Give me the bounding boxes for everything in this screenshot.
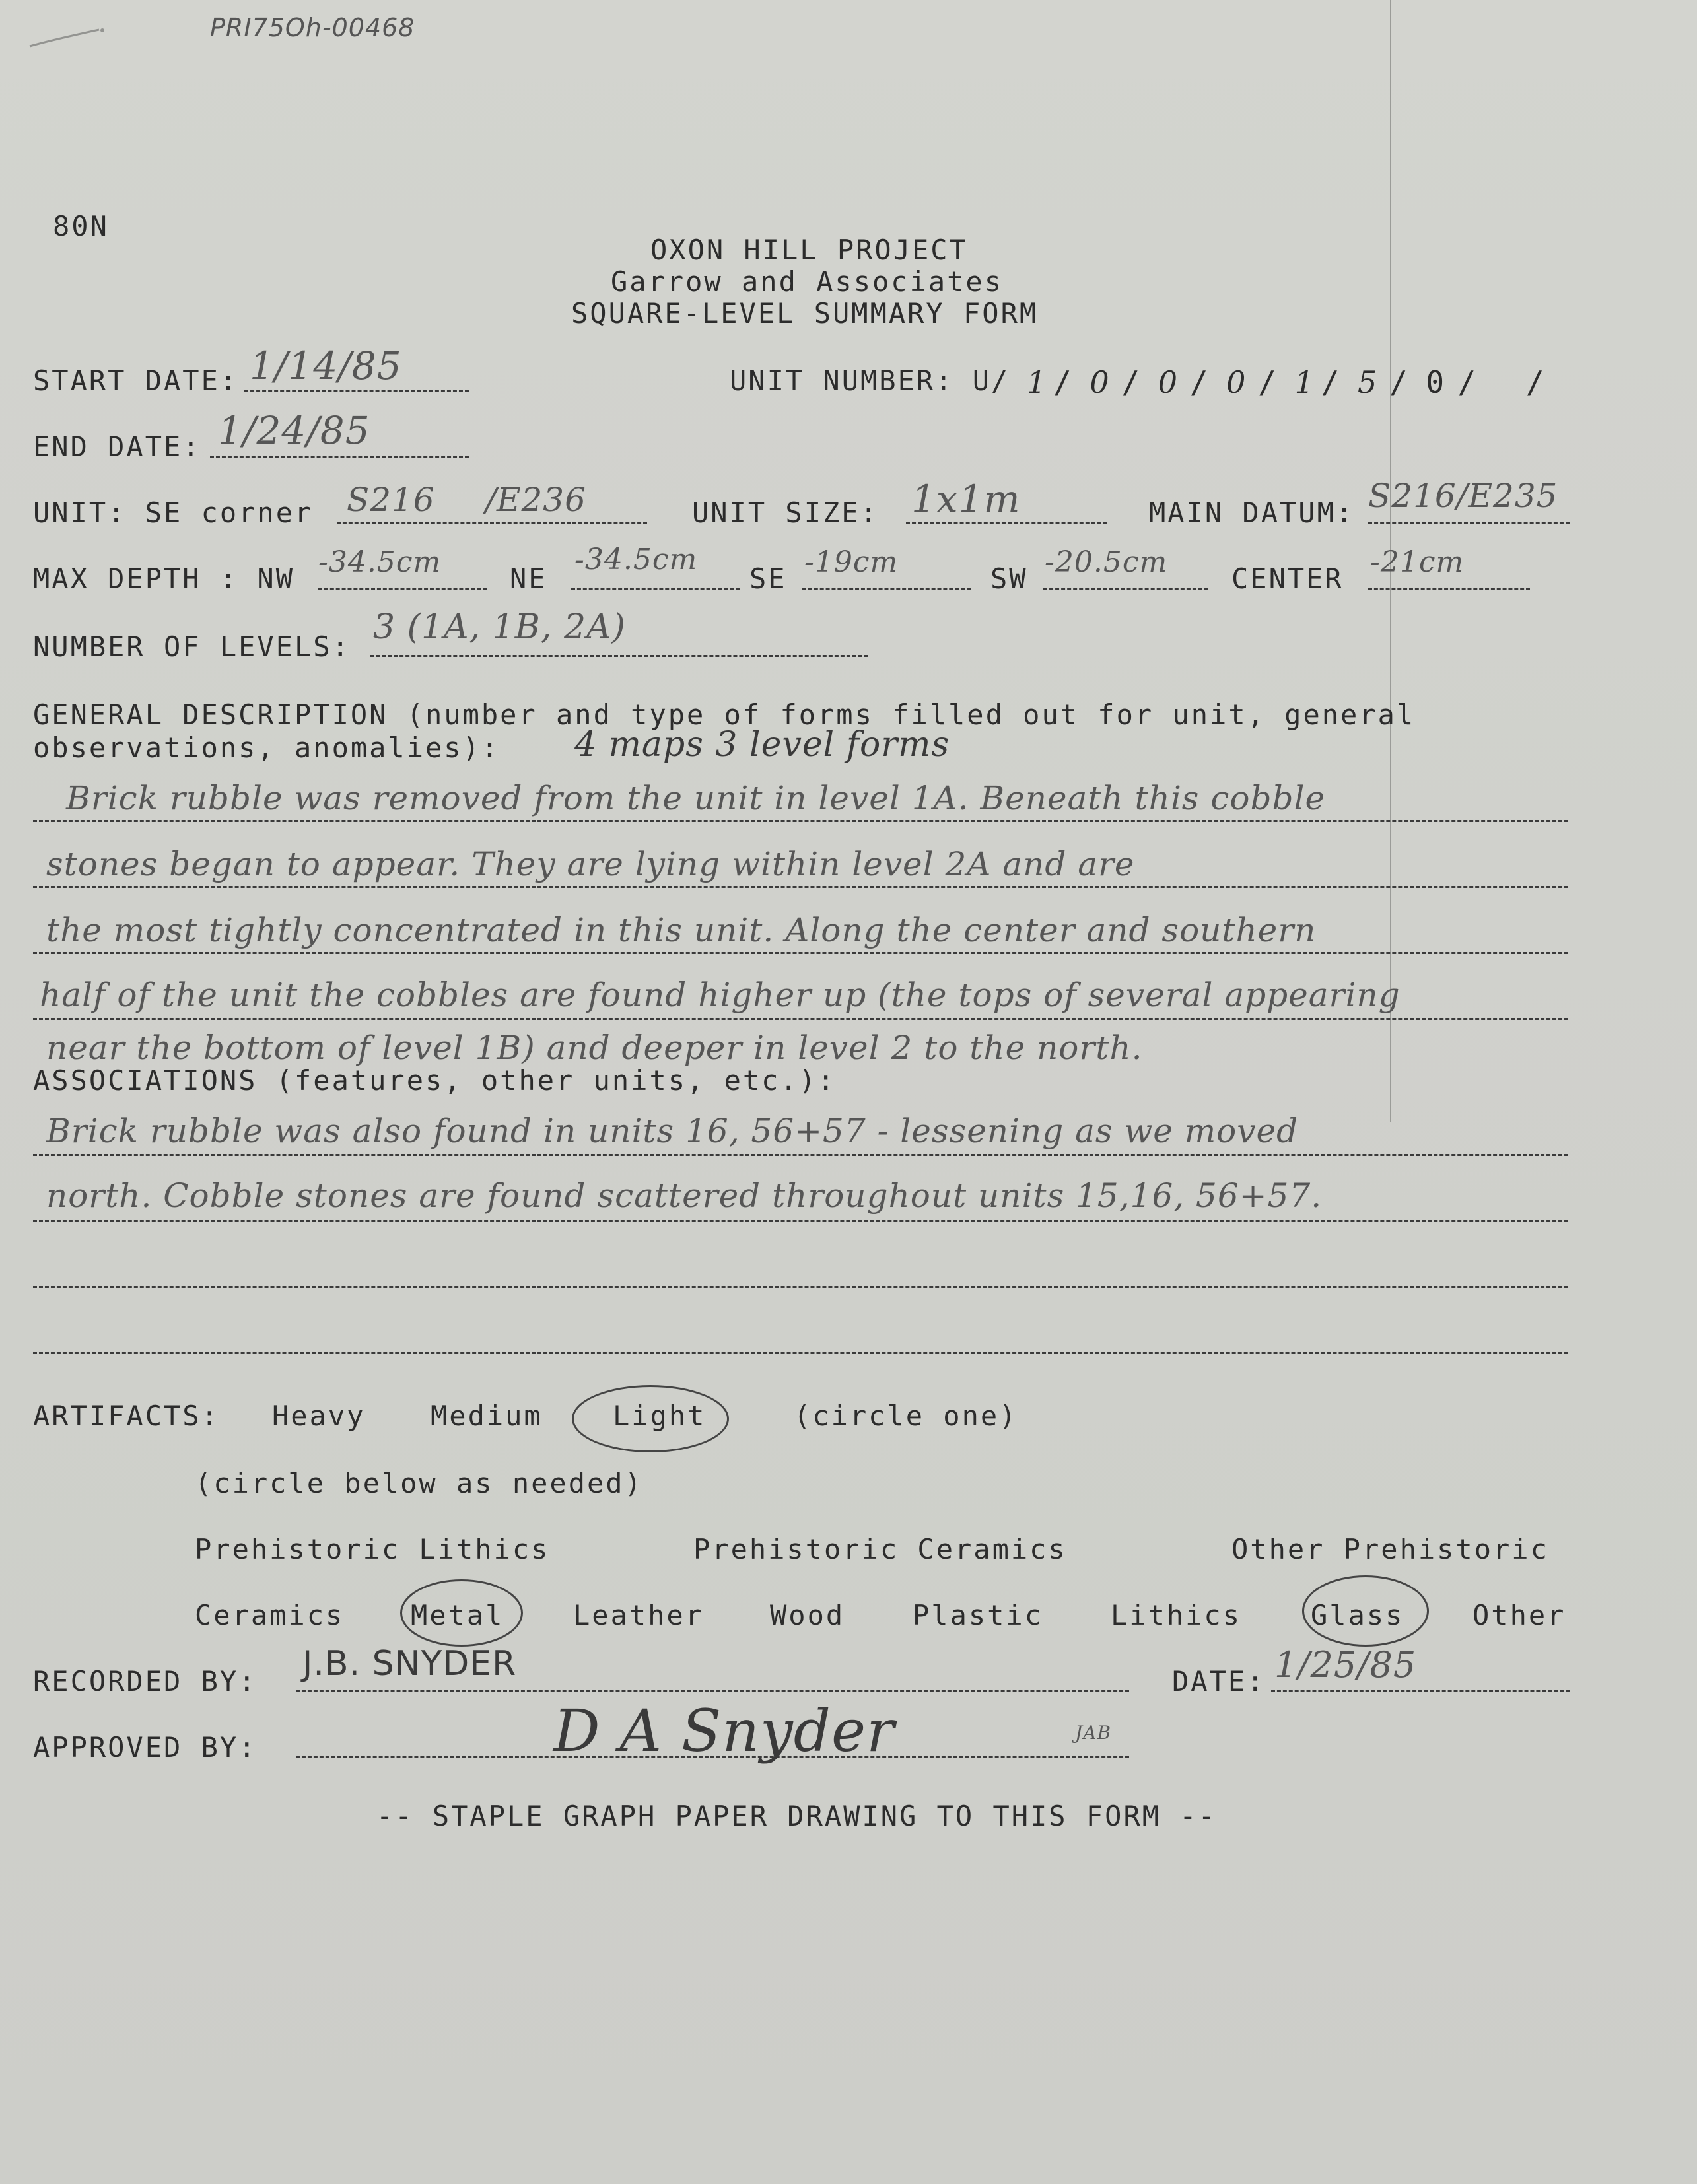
- glass-circle-mark: [1302, 1575, 1429, 1647]
- corner-code: 80N: [53, 210, 109, 242]
- artifact-plastic[interactable]: Plastic: [913, 1599, 1044, 1631]
- firm-name: Garrow and Associates: [611, 265, 1004, 298]
- recorded-by-value[interactable]: J.B. SNYDER: [302, 1644, 517, 1684]
- levels-blank: [370, 655, 868, 657]
- start-date-blank: [244, 390, 469, 392]
- end-date-value[interactable]: 1/24/85: [218, 408, 370, 453]
- project-title: OXON HILL PROJECT: [650, 234, 968, 266]
- artifact-heavy[interactable]: Heavy: [272, 1400, 366, 1432]
- unit-corner-s[interactable]: S216: [347, 481, 435, 519]
- ne-label: NE: [510, 563, 547, 595]
- unit-number-label: UNIT NUMBER: U/: [730, 364, 1010, 397]
- recorded-by-label: RECORDED BY:: [33, 1665, 258, 1697]
- metal-circle-mark: [400, 1579, 523, 1647]
- unit-label: UNIT: SE corner: [33, 496, 314, 529]
- staple-note: -- STAPLE GRAPH PAPER DRAWING TO THIS FORM --: [376, 1800, 1217, 1832]
- max-depth-label: MAX DEPTH : NW: [33, 563, 295, 595]
- nw-value[interactable]: -34.5cm: [318, 545, 442, 579]
- assoc-text-2[interactable]: north. Cobble stones are found scattered throughout units 15,16, 56+57.: [46, 1177, 1323, 1215]
- center-label: CENTER: [1231, 563, 1344, 595]
- unit-size-value[interactable]: 1x1m: [911, 477, 1021, 522]
- unit-size-blank: [906, 522, 1107, 524]
- artifact-ceramics[interactable]: Ceramics: [195, 1599, 345, 1631]
- general-text-1[interactable]: Brick rubble was removed from the unit in level 1A. Beneath this cobble: [66, 779, 1326, 817]
- se-value[interactable]: -19cm: [804, 545, 899, 579]
- unit-digit-4[interactable]: 0: [1226, 364, 1246, 400]
- general-label-line2: observations, anomalies):: [33, 732, 501, 764]
- circle-one-note: (circle one): [794, 1400, 1018, 1432]
- date-blank: [1271, 1690, 1570, 1692]
- general-line-2: [33, 886, 1568, 888]
- general-text-3[interactable]: the most tightly concentrated in this unit. Along the center and southern: [46, 911, 1317, 949]
- light-circle-mark: [572, 1385, 729, 1452]
- date-value[interactable]: 1/25/85: [1274, 1644, 1417, 1686]
- assoc-line-1: [33, 1154, 1568, 1156]
- main-datum-value[interactable]: S216/E235: [1368, 477, 1558, 515]
- general-line-1: [33, 820, 1568, 822]
- ne-blank: [571, 588, 740, 590]
- approval-initials: JAB: [1075, 1722, 1112, 1744]
- artifact-glass[interactable]: Glass: [1311, 1599, 1404, 1631]
- associations-label: ASSOCIATIONS (features, other units, etc.):: [33, 1064, 837, 1097]
- artifact-wood[interactable]: Wood: [770, 1599, 845, 1631]
- artifact-medium[interactable]: Medium: [431, 1400, 543, 1432]
- general-text-2[interactable]: stones began to appear. They are lying within level 2A and are: [46, 845, 1135, 883]
- other-prehistoric[interactable]: Other Prehistoric: [1231, 1533, 1549, 1565]
- assoc-line-4: [33, 1352, 1568, 1354]
- unit-size-label: UNIT SIZE:: [692, 496, 879, 529]
- general-text-4[interactable]: half of the unit the cobbles are found higher up (the tops of several appearing: [40, 976, 1401, 1014]
- nw-blank: [318, 588, 487, 590]
- center-value[interactable]: -21cm: [1370, 545, 1465, 579]
- circle-below-note: (circle below as needed): [195, 1467, 643, 1499]
- se-blank: [802, 588, 971, 590]
- approved-by-label: APPROVED BY:: [33, 1731, 258, 1763]
- unit-corner-e[interactable]: E236: [497, 481, 586, 519]
- date-label: DATE:: [1172, 1665, 1266, 1697]
- artifacts-label: ARTIFACTS:: [33, 1400, 220, 1432]
- general-line-4: [33, 1018, 1568, 1020]
- general-text-5[interactable]: near the bottom of level 1B) and deeper in level 2 to the north.: [46, 1029, 1143, 1067]
- ne-value[interactable]: -34.5cm: [574, 543, 698, 576]
- sw-blank: [1043, 588, 1208, 590]
- start-date-label: START DATE:: [33, 364, 239, 397]
- assoc-text-1[interactable]: Brick rubble was also found in units 16, 56+57 - lessening as we moved: [46, 1112, 1299, 1150]
- levels-value[interactable]: 3 (1A, 1B, 2A): [373, 607, 626, 647]
- prehistoric-ceramics[interactable]: Prehistoric Ceramics: [693, 1533, 1067, 1565]
- main-datum-blank: [1368, 522, 1570, 524]
- start-date-value[interactable]: 1/14/85: [250, 343, 402, 388]
- unit-number-slashes: 1 / 0 / 0 / 0 / 1 / 5 / 0 / /: [1027, 364, 1563, 400]
- sw-label: SW: [990, 563, 1028, 595]
- smudge-mark: [26, 26, 106, 66]
- assoc-line-3: [33, 1286, 1568, 1288]
- center-blank: [1368, 588, 1530, 590]
- recorded-by-blank: [296, 1690, 1129, 1692]
- assoc-line-2: [33, 1220, 1568, 1222]
- unit-digit-5[interactable]: 1: [1294, 364, 1314, 400]
- artifact-lithics[interactable]: Lithics: [1111, 1599, 1242, 1631]
- levels-label: NUMBER OF LEVELS:: [33, 631, 351, 663]
- document-id: PRI75Oh-00468: [210, 13, 415, 42]
- unit-corner-slash: /: [485, 481, 497, 519]
- main-datum-label: MAIN DATUM:: [1149, 496, 1355, 529]
- artifact-metal[interactable]: Metal: [411, 1599, 504, 1631]
- form-title: SQUARE-LEVEL SUMMARY FORM: [571, 297, 1039, 329]
- unit-digit-1[interactable]: 1: [1027, 364, 1047, 400]
- end-date-blank: [210, 456, 469, 458]
- unit-digit-6[interactable]: 5: [1357, 364, 1377, 400]
- end-date-label: END DATE:: [33, 430, 201, 463]
- general-label-line1: GENERAL DESCRIPTION (number and type of forms filled out for unit, general: [33, 699, 1416, 731]
- unit-digit-2[interactable]: 0: [1090, 364, 1109, 400]
- general-line-3: [33, 952, 1568, 954]
- unit-digit-7[interactable]: 0: [1426, 364, 1445, 400]
- forms-note[interactable]: 4 maps 3 level forms: [574, 725, 950, 765]
- artifact-leather[interactable]: Leather: [573, 1599, 705, 1631]
- artifact-light[interactable]: Light: [613, 1400, 707, 1432]
- unit-digit-3[interactable]: 0: [1158, 364, 1178, 400]
- sw-value[interactable]: -20.5cm: [1045, 545, 1168, 579]
- artifact-other[interactable]: Other: [1472, 1599, 1566, 1631]
- prehistoric-lithics[interactable]: Prehistoric Lithics: [195, 1533, 550, 1565]
- approved-signature[interactable]: D A Snyder: [553, 1697, 895, 1765]
- se-label: SE: [749, 563, 787, 595]
- unit-corner-blank: [337, 522, 647, 524]
